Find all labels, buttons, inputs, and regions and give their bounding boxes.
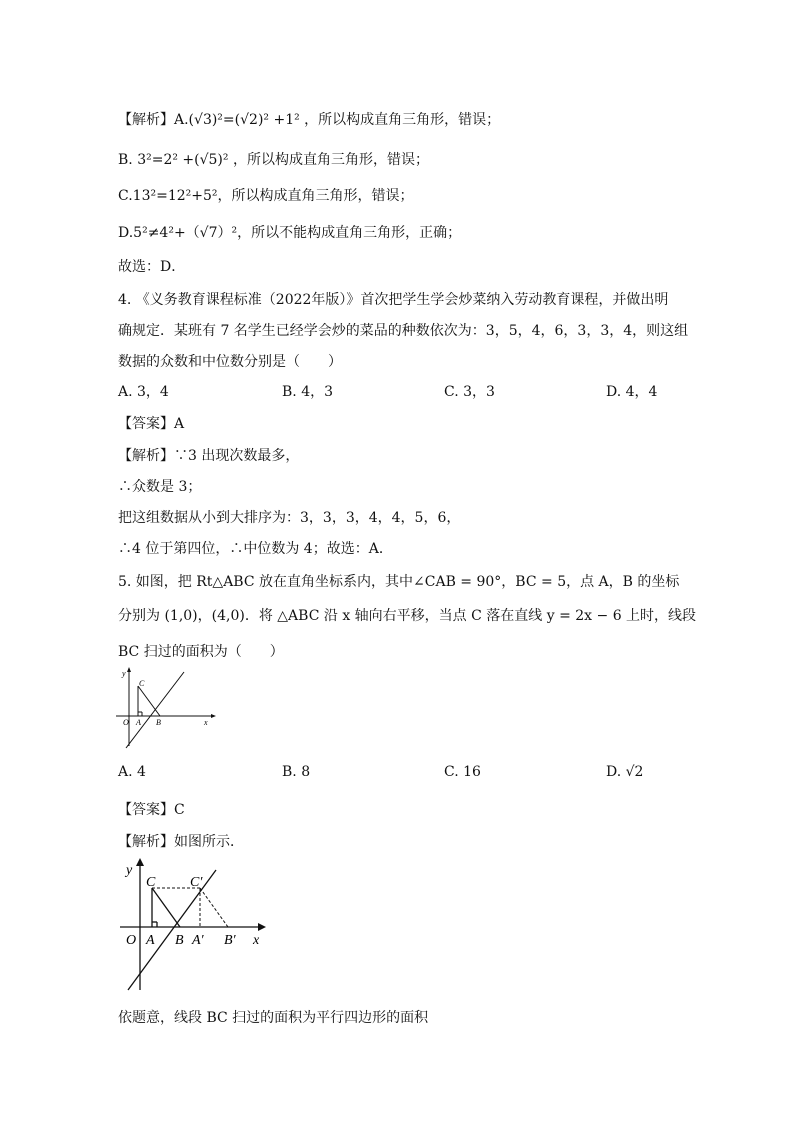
fig-large-x-label: x	[253, 933, 260, 948]
analysis-4-line-4: ∴4 位于第四位，∴中位数为 4；故选：A．	[118, 541, 393, 557]
fig-large-c-label: C	[146, 875, 156, 890]
answer-5: 【答案】C	[118, 802, 185, 818]
question-5-line-2: 分别为 (1,0)，(4,0)．将 △ABC 沿 x 轴向右平移，当点 C 落在直线 y = 2x − 6 上时，线段	[118, 608, 697, 624]
analysis-4-line-3: 把这组数据从小到大排序为：3，3，3，4，4，5，6，	[118, 510, 461, 526]
q4-option-a: A. 3，4	[118, 384, 169, 400]
fig-large-y-label: y	[126, 863, 133, 878]
question-4-line-2: 确规定．某班有 7 名学生已经学会炒的菜品的种数依次为：3，5，4，6，3，3，4，则这组	[118, 323, 689, 339]
q5-option-c: C. 16	[444, 764, 481, 780]
q4-option-b: B. 4，3	[282, 384, 334, 400]
fig-large-b-prime-label: B′	[224, 933, 236, 948]
analysis-line-2: B. 3²=2² +(√5)² ，所以构成直角三角形，错误；	[118, 152, 429, 168]
fig-small-x-label: x	[204, 718, 208, 727]
fig-large-a-prime-label: A′	[192, 933, 204, 948]
analysis-4-line-2: ∴众数是 3；	[118, 479, 202, 495]
fig-large-o-label: O	[126, 933, 137, 948]
q5-option-a: A. 4	[118, 764, 146, 780]
q4-option-d: D. 4，4	[606, 384, 658, 400]
question-4-line-1: 4. 《义务教育课程标准（2022年版）》首次把学生学会炒菜纳入劳动教育课程，并做出明	[118, 292, 669, 308]
analysis-5-line-1: 【解析】如图所示．	[118, 834, 244, 850]
q4-option-c: C. 3，3	[444, 384, 495, 400]
fig-small-o-label: O	[123, 718, 129, 727]
answer-4: 【答案】A	[118, 416, 185, 432]
question-5-small-figure	[112, 664, 222, 750]
question-5-line-3: BC 扫过的面积为（ ）	[118, 644, 284, 660]
conclusion-line: 故选：D．	[118, 259, 186, 275]
question-5-line-1: 5. 如图，把 Rt△ABC 放在直角坐标系内，其中∠CAB = 90°，BC = 5，点 A，B 的坐标	[118, 574, 680, 590]
analysis-line-1: 【解析】A.(√3)²=(√2)² +1² ，所以构成直角三角形，错误；	[118, 112, 501, 128]
fig-small-y-label: y	[122, 669, 126, 678]
fig-large-c-prime-label: C′	[190, 875, 203, 890]
analysis-line-3: C.13²=12²+5²，所以构成直角三角形，错误；	[118, 188, 414, 204]
analysis-line-4: D.5²≠4²+（√7）²，所以不能构成直角三角形，正确；	[118, 225, 462, 241]
analysis-5-line-2: 依题意，线段 BC 扫过的面积为平行四边形的面积	[118, 1010, 429, 1026]
fig-large-b-label: B	[175, 933, 184, 948]
fig-small-c-label: C	[139, 679, 145, 688]
fig-small-a-label: A	[136, 718, 141, 727]
q5-option-b: B. 8	[282, 764, 311, 780]
q5-option-d: D. √2	[606, 764, 644, 780]
analysis-5-figure	[112, 856, 272, 996]
analysis-4-line-1: 【解析】∵3 出现次数最多，	[118, 448, 300, 464]
question-4-line-3: 数据的众数和中位数分别是（ ）	[118, 354, 342, 370]
fig-small-b-label: B	[156, 718, 161, 727]
fig-large-a-label: A	[146, 933, 155, 948]
